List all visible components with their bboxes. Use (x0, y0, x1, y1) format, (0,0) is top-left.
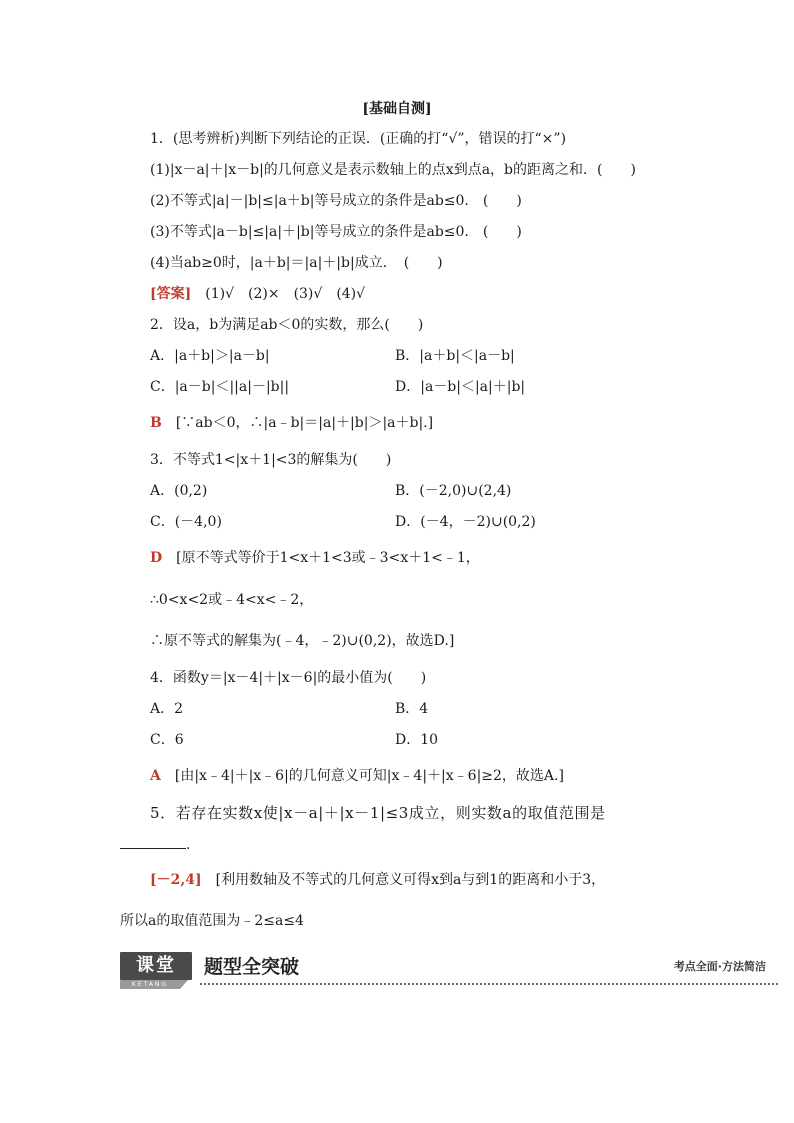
q3-option-b: B．(－2,0)∪(2,4) (395, 483, 512, 499)
q1-item-3: (3)不等式|a－b|≤|a|＋|b|等号成立的条件是ab≤0. ( ) (150, 224, 522, 240)
q2-option-d: D．|a－b|＜|a|＋|b| (395, 379, 526, 395)
q2-answer-letter: B (150, 415, 162, 431)
q1-answer-label: [答案] (150, 286, 192, 302)
q2-option-a: A．|a＋b|＞|a－b| (150, 348, 270, 364)
q3-answer-letter: D (150, 550, 163, 566)
q3-option-c: C．(－4,0) (150, 514, 222, 530)
q4-answer (150, 766, 710, 786)
q4-options-row-2 (150, 730, 710, 750)
q2-option-b: B．|a＋b|＜|a－b| (395, 348, 515, 364)
q3-explanation-3: ∴原不等式的解集为(﹣4，﹣2)∪(0,2)，故选D.] (150, 633, 455, 649)
q4-explanation: [由|x﹣4|＋|x﹣6|的几何意义可知|x﹣4|＋|x﹣6|≥2，故选A.] (160, 768, 564, 784)
q4-options-row-1 (150, 699, 710, 719)
q2-options-row-1 (150, 346, 710, 366)
q5-stem: 5．若存在实数x使|x－a|＋|x－1|≤3成立，则实数a的取值范围是 (150, 804, 606, 822)
banner-right-text: 考点全面·方法简洁 (673, 960, 766, 973)
q2-options-row-2 (150, 377, 710, 397)
q4-option-d: D．10 (395, 732, 439, 748)
q1-stem: 1．(思考辨析)判断下列结论的正误．(正确的打“√”，错误的打“×”) (150, 131, 567, 147)
q2-stem: 2．设a，b为满足ab＜0的实数，那么( ) (150, 317, 424, 333)
q1-item-2: (2)不等式|a|－|b|≤|a＋b|等号成立的条件是ab≤0. ( ) (150, 193, 522, 209)
q4-stem: 4．函数y＝|x－4|＋|x－6|的最小值为( ) (150, 670, 427, 686)
section-title: [基础自测] (362, 101, 432, 117)
q5-answer-blank (120, 834, 186, 849)
q3-explanation-2: ∴0<x<2或﹣4<x<﹣2， (150, 592, 314, 608)
section-banner (120, 952, 780, 990)
q3-option-d: D．(－4，－2)∪(0,2) (395, 514, 536, 530)
q3-options-row-1 (150, 481, 710, 501)
q1-item-4: (4)当ab≥0时，|a＋b|＝|a|＋|b|成立． ( ) (150, 255, 443, 271)
q4-option-b: B．4 (395, 701, 429, 717)
q5-blank-line (120, 834, 680, 855)
q3-options-row-2 (150, 512, 710, 532)
banner-sub-label: KETANG (120, 980, 180, 989)
q3-answer (150, 548, 710, 568)
q5-explanation-1: [利用数轴及不等式的几何意义可得x到a与到1的距离和小于3， (201, 872, 606, 888)
banner-box-label: 课堂 (120, 952, 192, 980)
q5-explanation-2: 所以a的取值范围为﹣2≤a≤4 (120, 913, 304, 929)
q2-explanation: [∵ab＜0，∴|a﹣b|＝|a|＋|b|＞|a＋b|.] (161, 415, 434, 431)
q1-item-1: (1)|x－a|＋|x－b|的几何意义是表示数轴上的点x到点a，b的距离之和．( ) (150, 162, 636, 178)
q4-option-a: A．2 (150, 701, 184, 717)
banner-divider (200, 983, 780, 985)
q3-option-a: A．(0,2) (150, 483, 208, 499)
q3-explanation-1: [原不等式等价于1<x＋1<3或﹣3<x＋1<﹣1， (162, 550, 480, 566)
q5-answer-label: [－2,4] (150, 872, 202, 888)
q4-answer-letter: A (150, 768, 161, 784)
q4-option-c: C．6 (150, 732, 184, 748)
q2-answer (150, 413, 710, 433)
q5-answer (150, 870, 710, 890)
q3-stem: 3．不等式1<|x＋1|<3的解集为( ) (150, 452, 392, 468)
q1-answer (150, 284, 710, 304)
q5-blank-tail: . (186, 837, 191, 853)
q1-answer-text: (1)√ (2)× (3)√ (4)√ (191, 286, 366, 302)
banner-title: 题型全突破 (204, 956, 300, 978)
q2-option-c: C．|a－b|＜||a|－|b|| (150, 379, 290, 395)
